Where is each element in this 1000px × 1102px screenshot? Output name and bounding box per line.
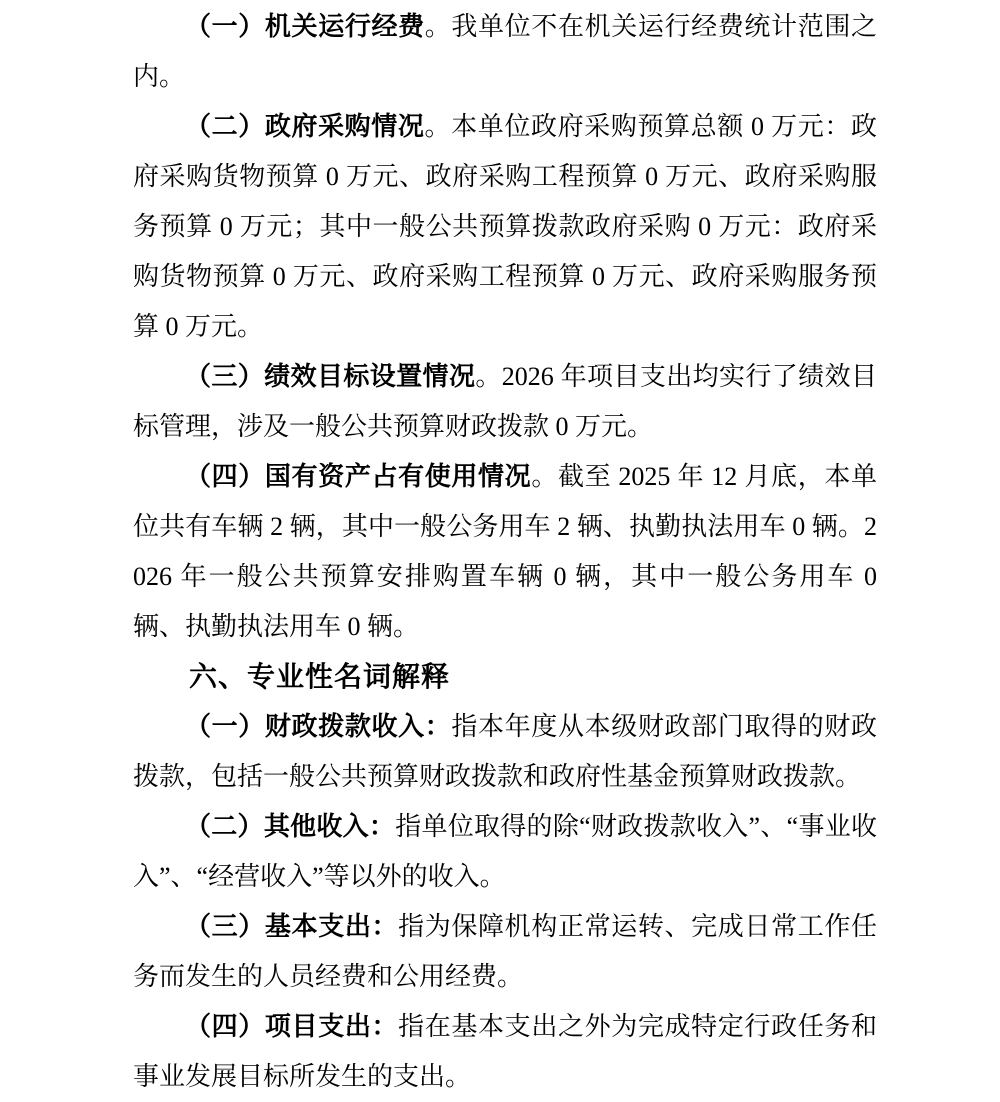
paragraph-term-basic-expenditure <box>133 902 877 1002</box>
paragraph-agency-operating-expenses <box>133 2 877 102</box>
paragraph-body-text: 。截至 2025 年 12 月底，本单位共有车辆 2 辆，其中一般公务用车 2 辆、执勤执法用车 0 辆。2026 年一般公共预算安排购置车辆 0 辆，其中一般公务用车 0 辆、执勤执法用车 0 辆。 <box>133 462 877 641</box>
paragraph-body-text: 。我单位不在机关运行经费统计范围之内。 <box>133 12 877 91</box>
section-heading-terminology: 六、专业性名词解释 <box>189 661 451 692</box>
paragraph-bold-label: （四）国有资产占有使用情况 <box>185 462 532 491</box>
paragraph-state-assets-usage <box>133 452 877 652</box>
paragraph-bold-label: （二）其他收入： <box>185 812 396 841</box>
paragraph-bold-label: （一）财政拨款收入： <box>185 712 452 741</box>
paragraph-bold-label: （三）绩效目标设置情况 <box>185 362 476 391</box>
paragraph-body-text: 指本年度从本级财政部门取得的财政拨款，包括一般公共预算财政拨款和政府性基金预算财政拨款。 <box>133 712 877 791</box>
paragraph-bold-label: （一）机关运行经费 <box>185 12 425 41</box>
paragraph-term-other-income <box>133 802 877 902</box>
paragraph-bold-label: （三）基本支出： <box>185 912 399 941</box>
paragraph-body-text: 。本单位政府采购预算总额 0 万元：政府采购货物预算 0 万元、政府采购工程预算 0 万元、政府采购服务预算 0 万元；其中一般公共预算拨款政府采购 0 万元：政府采购货物预算 0 万元、政府采购工程预算 0 万元、政府采购服务预算 0 万元。 <box>133 112 877 341</box>
paragraph-term-project-expenditure <box>133 1002 877 1102</box>
paragraph-bold-label: （四）项目支出： <box>185 1012 399 1041</box>
paragraph-term-fiscal-appropriation-income <box>133 702 877 802</box>
paragraph-bold-label: （二）政府采购情况 <box>185 112 425 141</box>
paragraph-body-text: 指为保障机构正常运转、完成日常工作任务而发生的人员经费和公用经费。 <box>133 912 877 991</box>
paragraph-body-text: 。2026 年项目支出均实行了绩效目标管理，涉及一般公共预算财政拨款 0 万元。 <box>133 362 877 441</box>
paragraph-body-text: 指单位取得的除“财政拨款收入”、“事业收入”、“经营收入”等以外的收入。 <box>133 812 877 891</box>
paragraph-body-text: 指在基本支出之外为完成特定行政任务和事业发展目标所发生的支出。 <box>133 1012 877 1091</box>
paragraph-performance-targets <box>133 352 877 452</box>
paragraph-government-procurement <box>133 102 877 352</box>
